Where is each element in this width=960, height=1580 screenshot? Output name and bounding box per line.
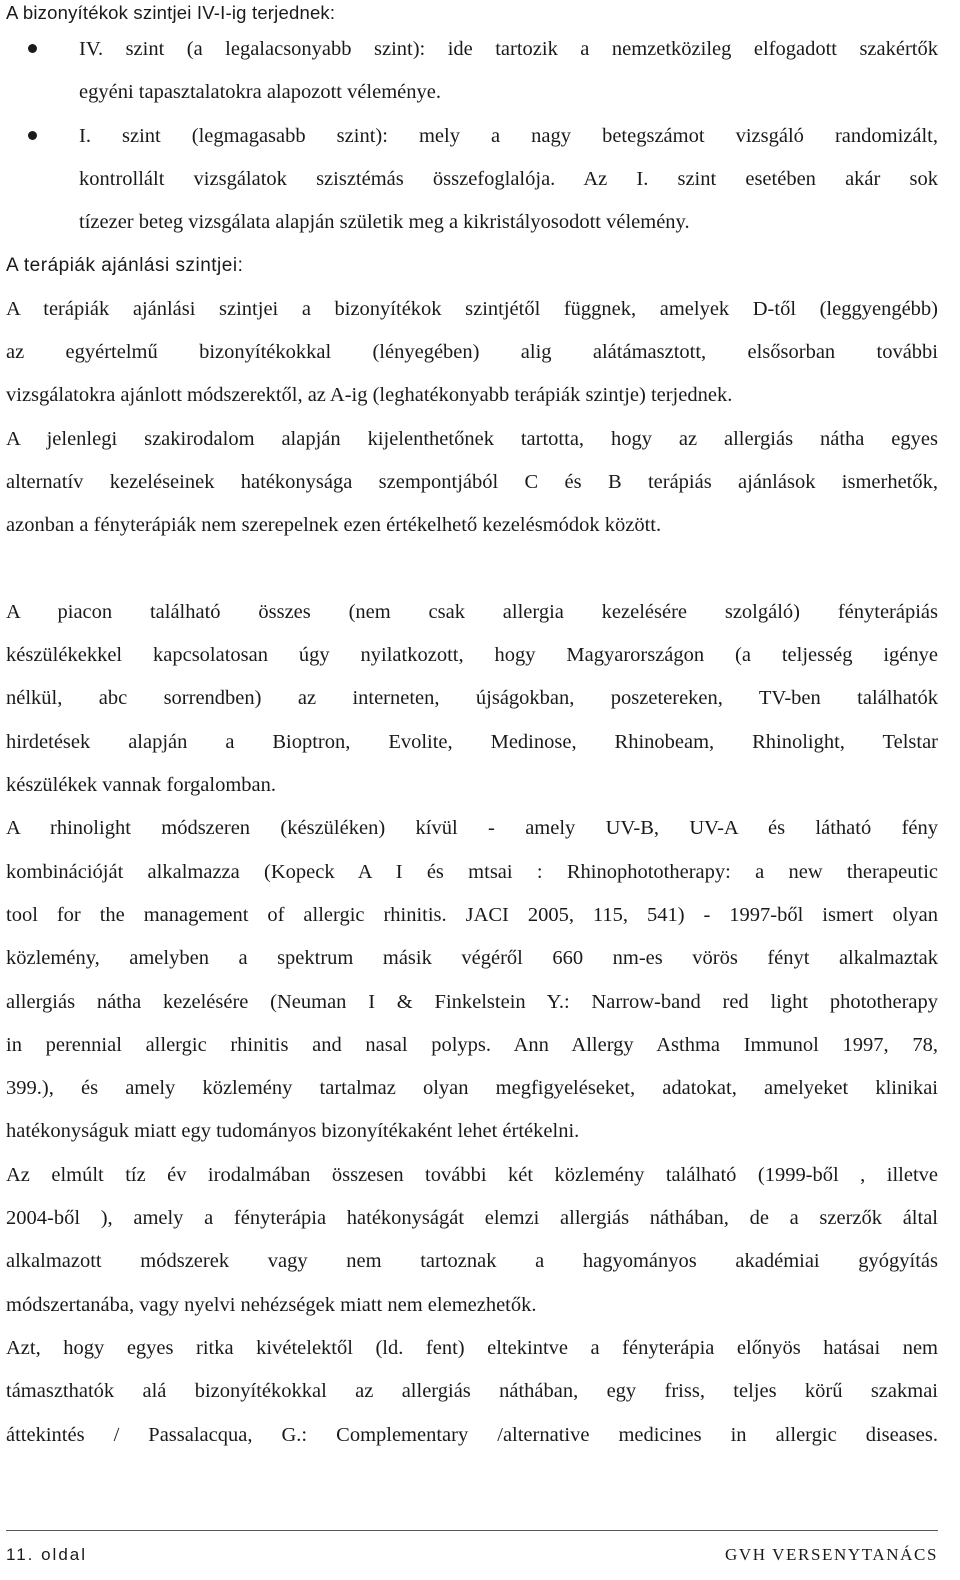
bullet-dot-icon [28, 44, 37, 53]
text-line: alkalmazott módszerek vagy nem tartoznak a hagyományos akadémiai gyógyítás [6, 1250, 938, 1273]
paragraph-rhinolight [6, 807, 938, 1153]
paragraph-spacer [6, 548, 938, 591]
paragraph-current-literature [6, 418, 938, 548]
text-line: azonban a fényterápiák nem szerepelnek ezen értékelhető kezelésmódok között. [6, 514, 662, 537]
evidence-levels-heading: A bizonyítékok szintjei IV-I-ig terjednek: [6, 2, 336, 23]
text-line: A piacon található összes (nem csak allergia kezelésére szolgáló) fényterápiás [6, 600, 938, 623]
text-line: hatékonyságuk miatt egy tudományos bizonyítékaként lehet értékelni. [6, 1120, 580, 1143]
text-line: kontrollált vizsgálatok szisztémás összefoglalója. Az I. szint esetében akár sok [79, 167, 938, 190]
text-line: in perennial allergic rhinitis and nasal polyps. Ann Allergy Asthma Immunol 1997, 78, [6, 1033, 938, 1056]
text-line: A rhinolight módszeren (készüléken) kívül - amely UV-B, UV-A és látható fény [6, 817, 938, 840]
bullet-dot-icon [28, 131, 37, 140]
text-line: Azt, hogy egyes ritka kivételektől (ld. fent) eltekintve a fényterápia előnyös hatásai nem [6, 1336, 938, 1359]
text-line: Az elmúlt tíz év irodalmában összesen további két közlemény található (1999-ből , illetve [6, 1163, 938, 1186]
text-line: módszertanába, vagy nyelvi nehézségek miatt nem elemezhetők. [6, 1293, 537, 1316]
paragraph-market-devices [6, 591, 938, 807]
paragraph-review [6, 1327, 938, 1457]
paragraph-last-decade [6, 1154, 938, 1327]
list-item-level-iv [6, 28, 938, 115]
text-line: az egyértelmű bizonyítékokkal (lényegében) alig alátámasztott, elsősorban további [6, 341, 938, 364]
paragraph-recommendation-levels [6, 288, 938, 418]
text-line: támaszthatók alá bizonyítékokkal az allergiás náthában, egy friss, teljes körű szakmai [6, 1380, 938, 1403]
page-footer [6, 1530, 938, 1565]
text-line: hirdetések alapján a Bioptron, Evolite, Medinose, Rhinobeam, Rhinolight, Telstar [6, 730, 938, 753]
text-line: áttekintés / Passalacqua, G.: Complementary /alternative medicines in allergic diseases. [6, 1423, 938, 1446]
text-line: 399.), és amely közlemény tartalmaz olyan megfigyeléseket, adatokat, amelyeket klinikai [6, 1077, 938, 1100]
text-line: vizsgálatokra ajánlott módszerektől, az A-ig (leghatékonyabb terápiák szintje) terjednek. [6, 384, 733, 407]
list-item-level-i [6, 115, 938, 245]
text-line: készülékekkel kapcsolatosan úgy nyilatkozott, hogy Magyarországon (a teljesség igénye [6, 644, 938, 667]
text-line: 2004-ből ), amely a fényterápia hatékonyságát elemzi allergiás náthában, de a szerzők által [6, 1207, 938, 1230]
text-line: kombinációját alkalmazza (Kopeck A I és mtsai : Rhinophototherapy: a new therapeutic [6, 860, 938, 883]
text-line: A jelenlegi szakirodalom alapján kijelenthetőnek tartotta, hogy az allergiás nátha egyes [6, 427, 938, 450]
page-number: 11. oldal [6, 1545, 88, 1564]
organization-name: GVH VERSENYTANÁCS [724, 1545, 938, 1564]
recommendation-levels-heading: A terápiák ajánlási szintjei: [6, 255, 244, 277]
text-line: I. szint (legmagasabb szint): mely a nagy betegszámot vizsgáló randomizált, [79, 124, 938, 147]
evidence-levels-list [6, 28, 938, 244]
text-line: A terápiák ajánlási szintjei a bizonyítékok szintjétől függnek, amelyek D-től (leggyengébb) [6, 297, 938, 320]
text-line: IV. szint (a legalacsonyabb szint): ide tartozik a nemzetközileg elfogadott szakértők [79, 38, 938, 60]
text-line: egyéni tapasztalatokra alapozott véleménye. [79, 81, 441, 104]
text-line: tízezer beteg vizsgálata alapján születik meg a kikristályosodott vélemény. [79, 211, 690, 234]
document-page [6, 0, 938, 1457]
text-line: nélkül, abc sorrendben) az interneten, újságokban, poszetereken, TV-ben találhatók [6, 687, 938, 710]
text-line: tool for the management of allergic rhinitis. JACI 2005, 115, 541) - 1997-ből ismert olyan [6, 903, 938, 926]
text-line: allergiás nátha kezelésére (Neuman I & Finkelstein Y.: Narrow-band red light phototherapy [6, 990, 938, 1013]
text-line: készülékek vannak forgalomban. [6, 774, 277, 797]
text-line: közlemény, amelyben a spektrum másik végéről 660 nm-es vörös fényt alkalmaztak [6, 947, 938, 970]
text-line: alternatív kezeléseinek hatékonysága szempontjából C és B terápiás ajánlások ismerhetők, [6, 470, 938, 493]
